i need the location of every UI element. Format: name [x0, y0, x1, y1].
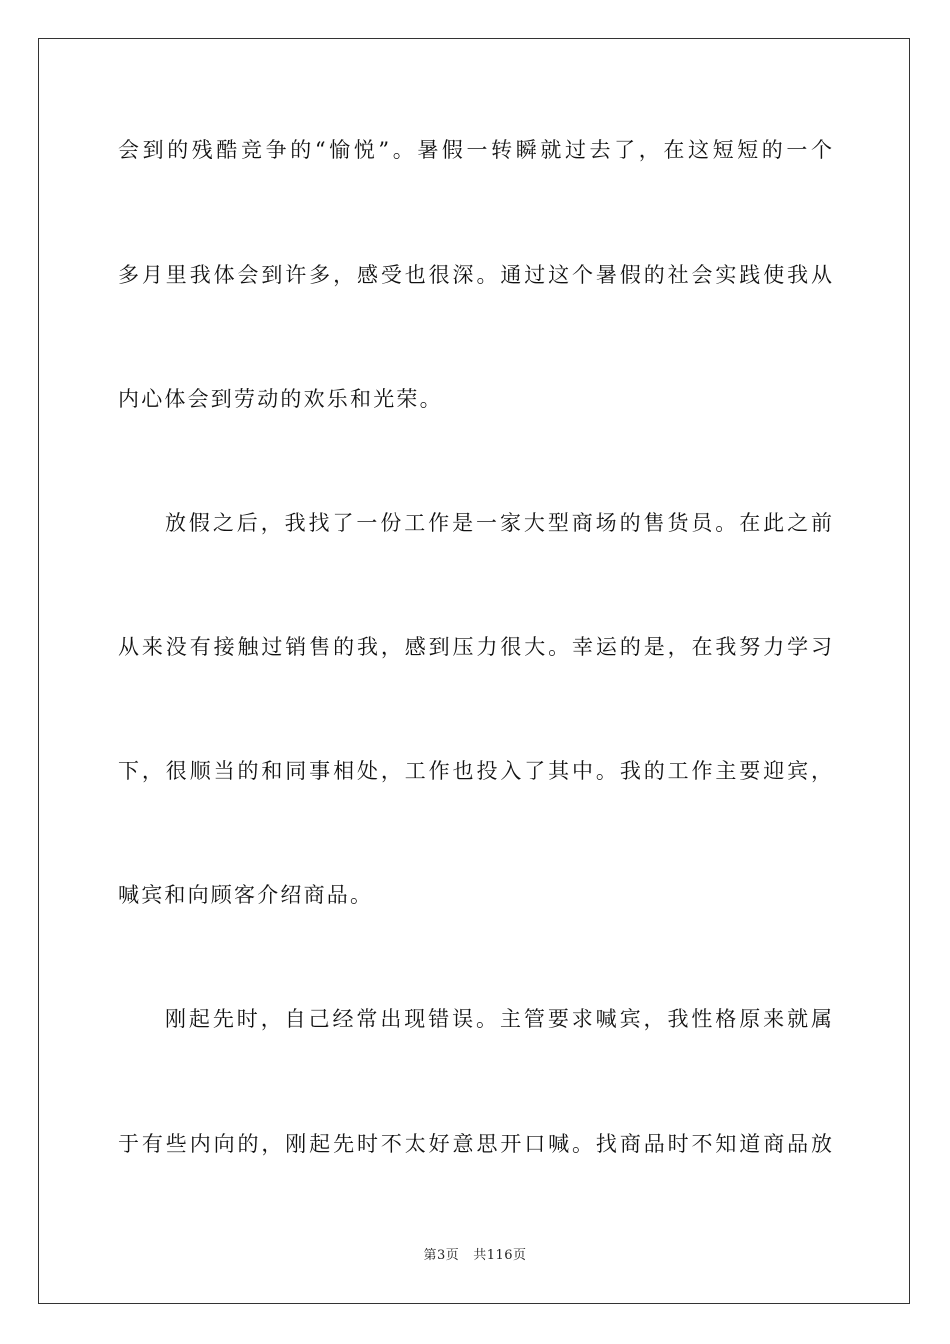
body-line-3: 内心体会到劳动的欢乐和光荣。: [118, 387, 443, 411]
page-border: [38, 38, 910, 1304]
page-footer: [0, 1247, 950, 1265]
body-line-6: 下，很顺当的和同事相处，工作也投入了其中。我的工作主要迎宾，: [118, 759, 832, 783]
total-pages: 共116页: [473, 1248, 527, 1263]
body-line-8: 刚起先时，自己经常出现错误。主管要求喊宾，我性格原来就属: [165, 1007, 832, 1031]
body-line-2: 多月里我体会到许多，感受也很深。通过这个暑假的社会实践使我从: [118, 263, 832, 287]
page-number: 第3页: [423, 1248, 460, 1263]
body-line-9: 于有些内向的，刚起先时不太好意思开口喊。找商品时不知道商品放: [118, 1132, 832, 1156]
body-line-7: 喊宾和向顾客介绍商品。: [118, 883, 374, 907]
body-line-5: 从来没有接触过销售的我，感到压力很大。幸运的是，在我努力学习: [118, 635, 832, 659]
body-line-1: 会到的残酷竞争的“愉悦”。暑假一转瞬就过去了，在这短短的一个: [118, 138, 832, 162]
body-line-4: 放假之后，我找了一份工作是一家大型商场的售货员。在此之前: [165, 511, 832, 535]
